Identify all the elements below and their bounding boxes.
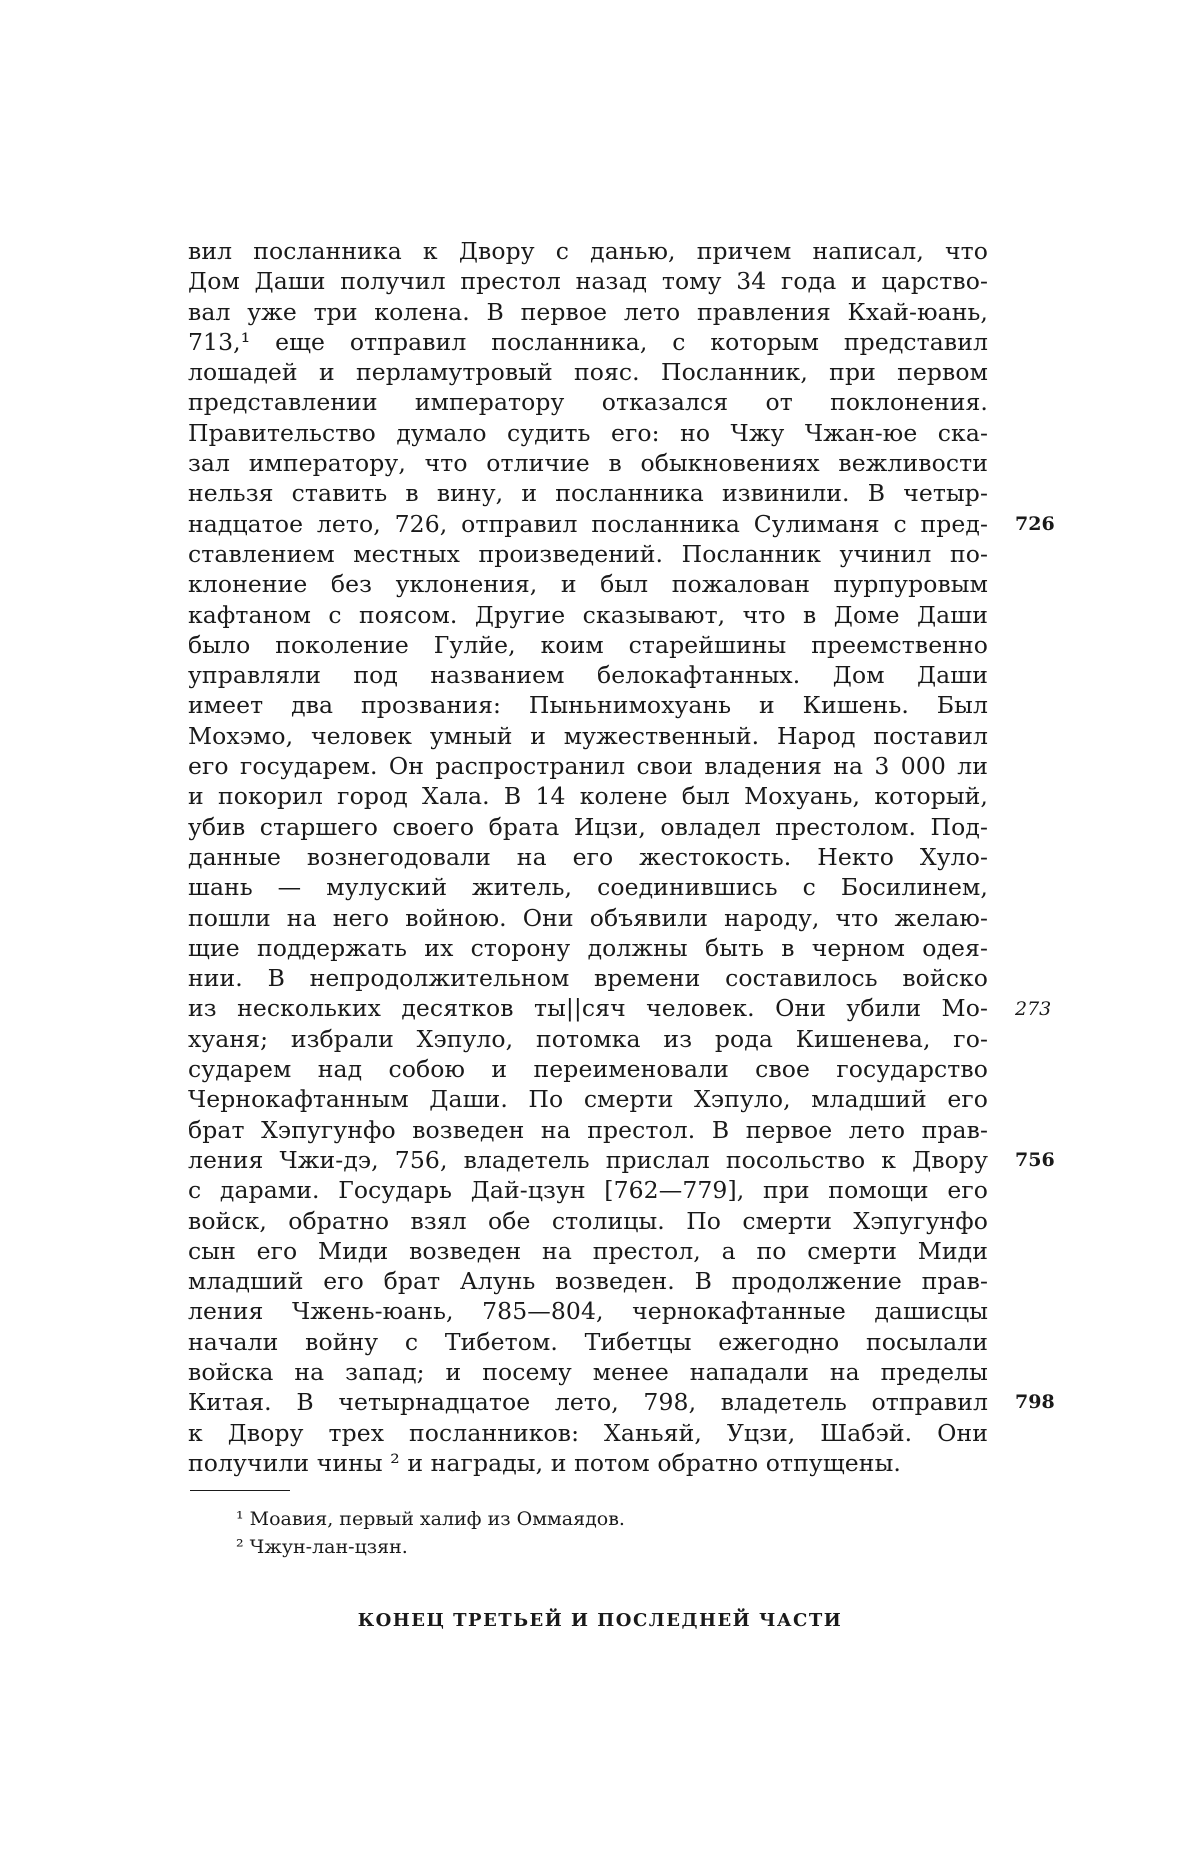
margin-year-note: 798 — [1015, 1391, 1055, 1414]
body-line: нии. В непродолжительном времени составилось войско — [188, 964, 988, 993]
body-line: надцатое лето, 726, отправил посланника Сулиманя с пред- — [188, 509, 988, 538]
body-line: и покорил город Хала. В 14 колене был Мохуань, который, — [188, 782, 988, 811]
body-line: Чернокафтанным Даши. По смерти Хэпуло, младший его — [188, 1085, 988, 1114]
body-line: войска на запад; и посему менее нападали на пределы — [188, 1357, 988, 1386]
body-line: данные вознегодовали на его жестокость. Некто Хуло- — [188, 842, 988, 871]
footnotes — [236, 1505, 625, 1561]
body-line: ставлением местных произведений. Посланник учинил по- — [188, 539, 988, 568]
body-line: представлении императору отказался от поклонения. — [188, 388, 988, 417]
body-line: брат Хэпугунфо возведен на престол. В первое лето прав- — [188, 1115, 988, 1144]
margin-year-note: 273 — [1015, 997, 1052, 1020]
body-line: убив старшего своего брата Ицзи, овладел престолом. Под- — [188, 812, 988, 841]
body-line: вил посланника к Двору с данью, причем написал, что — [188, 237, 988, 265]
footnote: ² Чжун-лан-цзян. — [236, 1536, 408, 1558]
body-text — [188, 236, 988, 1478]
body-line: из нескольких десятков ты||сяч человек. Они убили Мо- — [188, 994, 988, 1023]
margin-year-note: 726 — [1015, 512, 1055, 535]
body-line: Мохэмо, человек умный и мужественный. Народ поставил — [188, 721, 988, 750]
body-line: ления Чжи-дэ, 756, владетель прислал посольство к Двору — [188, 1145, 988, 1174]
footnote-rule — [190, 1490, 290, 1491]
body-line: пошли на него войною. Они объявили народу, что желаю- — [188, 903, 988, 932]
body-line: было поколение Гулйе, коим старейшины преемственно — [188, 630, 988, 659]
body-line: Китая. В четырнадцатое лето, 798, владетель отправил — [188, 1388, 988, 1417]
body-line: сын его Миди возведен на престол, а по смерти Миди — [188, 1236, 988, 1265]
body-line: управляли под названием белокафтанных. Дом Даши — [188, 661, 988, 690]
body-line: имеет два прозвания: Пыньнимохуань и Кишень. Был — [188, 691, 988, 720]
body-line: хуаня; избрали Хэпуло, потомка из рода Кишенева, го- — [188, 1024, 988, 1053]
body-line: 713,¹ еще отправил посланника, с которым представил — [188, 327, 988, 356]
body-line: к Двору трех посланников: Ханьяй, Уцзи, Шабэй. Они — [188, 1418, 988, 1447]
body-line: получили чины ² и награды, и потом обратно отпущены. — [188, 1448, 901, 1477]
body-line: с дарами. Государь Дай-цзун [762—779], при помощи его — [188, 1176, 988, 1205]
body-line: Дом Даши получил престол назад тому 34 года и царство- — [188, 267, 988, 296]
body-line: сударем над собою и переименовали свое государство — [188, 1055, 988, 1084]
body-line: щие поддержать их сторону должны быть в черном одея- — [188, 933, 988, 962]
body-line: ления Чжень-юань, 785—804, чернокафтанные дашисцы — [188, 1297, 988, 1326]
end-of-part-note: КОНЕЦ ТРЕТЬЕЙ И ПОСЛЕДНЕЙ ЧАСТИ — [357, 1610, 843, 1631]
body-line: начали войну с Тибетом. Тибетцы ежегодно посылали — [188, 1327, 988, 1356]
body-line: Правительство думало судить его: но Чжу Чжан-юе ска- — [188, 418, 988, 447]
footnote: ¹ Моавия, первый халиф из Оммаядов. — [236, 1508, 625, 1530]
body-line: шань — мулуский житель, соединившись с Босилинем, — [188, 873, 988, 902]
body-line: нельзя ставить в вину, и посланника извинили. В четыр- — [188, 479, 988, 508]
body-line: младший его брат Алунь возведен. В продолжение прав- — [188, 1267, 988, 1296]
body-line: войск, обратно взял обе столицы. По смерти Хэпугунфо — [188, 1206, 988, 1235]
body-line: клонение без уклонения, и был пожалован пурпуровым — [188, 570, 988, 599]
body-line: лошадей и перламутровый пояс. Посланник, при первом — [188, 358, 988, 387]
body-line: его государем. Он распространил свои владения на 3 000 ли — [188, 752, 988, 781]
body-line: кафтаном с поясом. Другие сказывают, что в Доме Даши — [188, 600, 988, 629]
body-line: зал императору, что отличие в обыкновениях вежливости — [188, 449, 988, 478]
body-line: вал уже три колена. В первое лето правления Кхай-юань, — [188, 297, 988, 326]
margin-year-note: 756 — [1015, 1149, 1055, 1171]
